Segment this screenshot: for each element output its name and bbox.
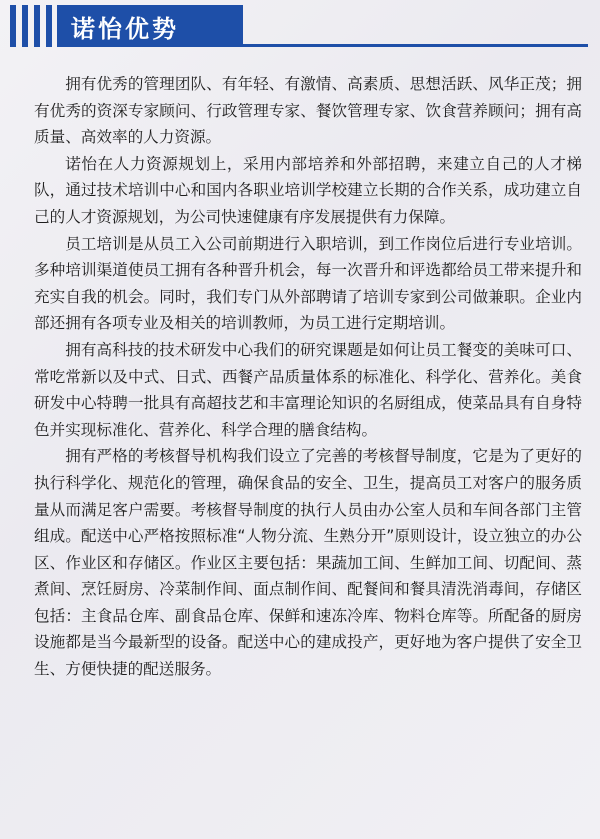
paragraph-hr-planning: 诺怡在人力资源规划上，采用内部培养和外部招聘，来建立自己的人才梯队，通过技术培训中心和国内各职业培训学校建立长期的合作关系，成功建立自己的人才资源规划，为公司快速健康有序发展提供有力保障。	[34, 154, 582, 226]
header-stripes-decoration	[10, 5, 54, 47]
page-title: 诺怡优势	[71, 14, 179, 43]
stripe	[22, 5, 28, 47]
paragraph-supervision: 拥有严格的考核督导机构我们设立了完善的考核督导制度，它是为了更好的执行科学化、规范化的管理，确保食品的安全、卫生，提高员工对客户的服务质量从而满足客户需要。考核督导制度的执行人员由办公室人员和车间各部门主管组成。配送中心严格按照标准“人物分流、生熟分开”原则设计，设立独立的办公区、作业区和存储区。作业区主要包括：果蔬加工间、生鲜加工间、切配间、蒸煮间、烹饪厨房、冷菜制作间、面点制作间、配餐间和餐具清洗消毒间，存储区包括：主食品仓库、副食品仓库、保鲜和速冻冷库、物料仓库等。所配备的厨房设施都是当今最新型的设备。配送中心的建成投产，更好地为客户提供了安全卫生、方便快捷的配送服务。	[34, 447, 582, 679]
section-header	[0, 0, 600, 52]
paragraph-team: 拥有优秀的管理团队、有年轻、有激情、高素质、思想活跃、风华正茂；拥有优秀的资深专家顾问、行政管理专家、餐饮管理专家、饮食营养顾问；拥有高质量、高效率的人力资源。	[34, 75, 582, 147]
stripe	[34, 5, 40, 47]
paragraph-training: 员工培训是从员工入公司前期进行入职培训，到工作岗位后进行专业培训。多种培训渠道使员工拥有各种晋升机会，每一次晋升和评选都给员工带来提升和充实自我的机会。同时，我们专门从外部聘请了培训专家到公司做兼职。企业内部还拥有各项专业及相关的培训教师，为员工进行定期培训。	[34, 234, 582, 333]
stripe	[46, 5, 52, 47]
paragraph-rnd: 拥有高科技的技术研发中心我们的研究课题是如何让员工餐变的美味可口、常吃常新以及中式、日式、西餐产品质量体系的标准化、科学化、营养化。美食研发中心特聘一批具有高超技艺和丰富理论知识的名厨组成，使菜品具有自身特色并实现标准化、营养化、科学合理的膳食结构。	[34, 340, 582, 439]
body-text	[34, 71, 582, 683]
stripe	[10, 5, 16, 47]
header-underline	[243, 44, 588, 47]
title-box	[57, 5, 243, 47]
